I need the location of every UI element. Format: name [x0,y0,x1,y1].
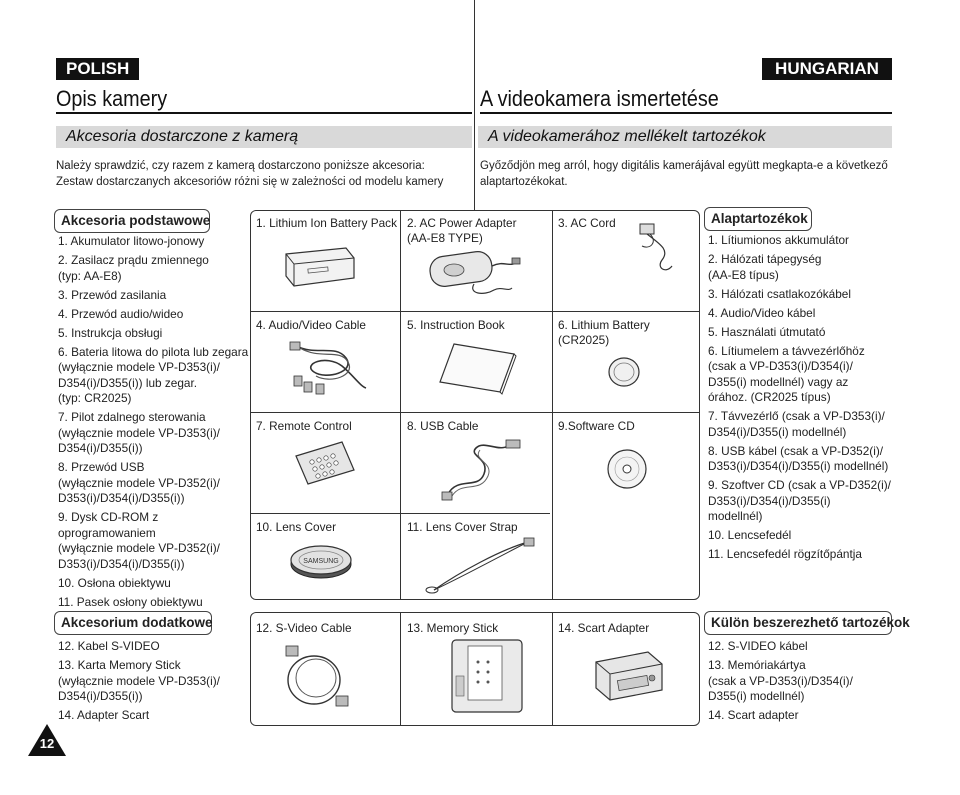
instruction-book-icon [438,340,518,396]
optional-accessories-header-polish: Akcesorium dodatkowe [54,611,212,635]
list-item: 10. Osłona obiektywu [58,575,171,590]
grid-divider [250,412,700,413]
page-number-label: 12 [39,736,55,751]
cell-battery-pack: 1. Lithium Ion Battery Pack [256,216,397,230]
basic-accessories-list-hungarian [708,233,904,566]
title-rule-right [480,112,892,114]
optional-accessories-list-hungarian [708,639,904,727]
battery-pack-icon [278,244,358,294]
list-item: 7. Pilot zdalnego sterowania (wyłącznie modele VP-D353(i)/ D354(i)/D355(i)) [58,410,220,455]
list-item: 12. S-VIDEO kábel [708,639,808,653]
list-item: 8. Przewód USB (wyłącznie modele VP-D352(i)/ D353(i)/D354(i)/D355(i)) [58,460,220,505]
remote-control-icon [290,440,360,486]
intro-line: Należy sprawdzić, czy razem z kamerą dostarczono poniższe akcesoria: [56,160,425,172]
list-item: 3. Hálózati csatlakozókábel [708,286,851,301]
list-item: 2. Zasilacz prądu zmiennego (typ: AA-E8) [58,253,209,283]
grid-divider [400,210,401,600]
cell-usb-cable: 8. USB Cable [407,419,479,433]
list-item: 14. Scart adapter [708,708,799,722]
intro-line: alaptartozékokat. [480,176,568,188]
intro-polish [56,158,470,190]
cell-instruction-book: 5. Instruction Book [407,318,505,332]
ac-cord-icon [600,220,680,280]
memory-stick-icon [448,636,528,716]
page-title-polish: Opis kamery [56,86,168,111]
basic-accessories-header-hungarian: Alaptartozékok [704,207,812,231]
list-item: 2. Hálózati tápegység (AA-E8 típus) [708,252,822,282]
lithium-battery-icon [604,352,644,392]
list-item: 7. Távvezérlő (csak a VP-D353(i)/ D354(i)/D355(i) modellnél) [708,409,885,439]
list-item: 13. Karta Memory Stick (wyłącznie modele VP-D353(i)/ D354(i)/D355(i)) [58,658,220,703]
title-rule-left [56,112,472,114]
list-item: 9. Dysk CD-ROM z oprogramowaniem (wyłącznie modele VP-D352(i)/ D353(i)/D354(i)/D355(i)) [58,510,220,571]
page-number [28,724,66,756]
cell-lens-cover-strap: 11. Lens Cover Strap [407,520,518,534]
basic-accessories-header-polish: Akcesoria podstawowe [54,209,210,233]
list-item: 8. USB kábel (csak a VP-D352(i)/ D353(i)/D354(i)/D355(i) modellnél) [708,443,889,473]
lens-cover-brand: SAMSUNG [303,558,339,565]
list-item: 12. Kabel S-VIDEO [58,639,160,653]
list-item: 5. Használati útmutató [708,324,826,339]
grid-divider [250,311,700,312]
list-item: 5. Instrukcja obsługi [58,325,163,340]
language-badge-polish: POLISH [56,58,139,80]
cell-lens-cover: 10. Lens Cover [256,520,337,534]
svideo-cable-icon [280,640,360,712]
list-item: 6. Lítiumelem a távvezérlőhöz (csak a VP-D353(i)/D354(i)/ D355(i) modellnél) vagy az órához. (CR2025 típus) [708,343,865,404]
grid-divider [552,210,553,600]
scart-adapter-icon [588,646,668,706]
list-item: 9. Szoftver CD (csak a VP-D352(i)/ D353(i)/D354(i)/D355(i) modellnél) [708,478,891,523]
grid-divider [250,513,550,514]
cell-memory-stick: 13. Memory Stick [407,621,499,635]
cell-remote-control: 7. Remote Control [256,419,352,433]
intro-line: Zestaw dostarczanych akcesoriów różni się w zależności od modelu kamery [56,176,444,188]
list-item: 13. Memóriakártya (csak a VP-D353(i)/D354(i)/ D355(i) modellnél) [708,658,853,703]
software-cd-icon [604,446,650,492]
basic-accessories-list-polish [58,234,258,614]
cell-lithium-battery: 6. Lithium Battery (CR2025) [558,318,650,347]
ac-adapter-icon [424,248,524,298]
list-item: 6. Bateria litowa do pilota lub zegara (wyłącznie modele VP-D353(i)/ D354(i)/D355(i)) lub zegar. (typ: CR2025) [58,344,249,405]
section-heading-polish: Akcesoria dostarczone z kamerą [56,126,472,148]
grid-divider [552,612,553,726]
optional-accessories-list-polish [58,639,258,727]
list-item: 1. Akumulator litowo-jonowy [58,234,205,248]
usb-cable-icon [438,436,528,502]
list-item: 11. Lencsefedél rögzítőpántja [708,547,862,561]
cell-svideo-cable: 12. S-Video Cable [256,621,352,635]
grid-divider [400,612,401,726]
intro-line: Győződjön meg arról, hogy digitális kamerájával együtt megkapta-e a következő [480,160,888,172]
cell-av-cable: 4. Audio/Video Cable [256,318,366,332]
list-item: 10. Lencsefedél [708,528,792,542]
lens-cover-strap-icon [420,536,540,596]
cell-software-cd: 9.Software CD [558,419,635,433]
page-title-hungarian: A videokamera ismertetése [480,86,719,111]
list-item: 3. Przewód zasilania [58,287,167,302]
lens-cover-icon [286,540,356,582]
cell-scart-adapter: 14. Scart Adapter [558,621,650,635]
section-heading-hungarian: A videokamerához mellékelt tartozékok [478,126,892,148]
language-badge-hungarian: HUNGARIAN [762,58,892,80]
page-divider [474,0,475,212]
list-item: 4. Audio/Video kábel [708,305,816,320]
intro-hungarian [480,158,892,190]
optional-accessories-header-hungarian: Külön beszerezhető tartozékok [704,611,892,635]
cell-ac-cord: 3. AC Cord [558,216,616,230]
list-item: 11. Pasek osłony obiektywu [58,594,203,609]
list-item: 4. Przewód audio/wideo [58,306,184,321]
av-cable-icon [286,336,376,398]
list-item: 1. Lítiumionos akkumulátor [708,233,849,247]
cell-ac-adapter: 2. AC Power Adapter (AA-E8 TYPE) [407,216,517,245]
list-item: 14. Adapter Scart [58,708,150,722]
